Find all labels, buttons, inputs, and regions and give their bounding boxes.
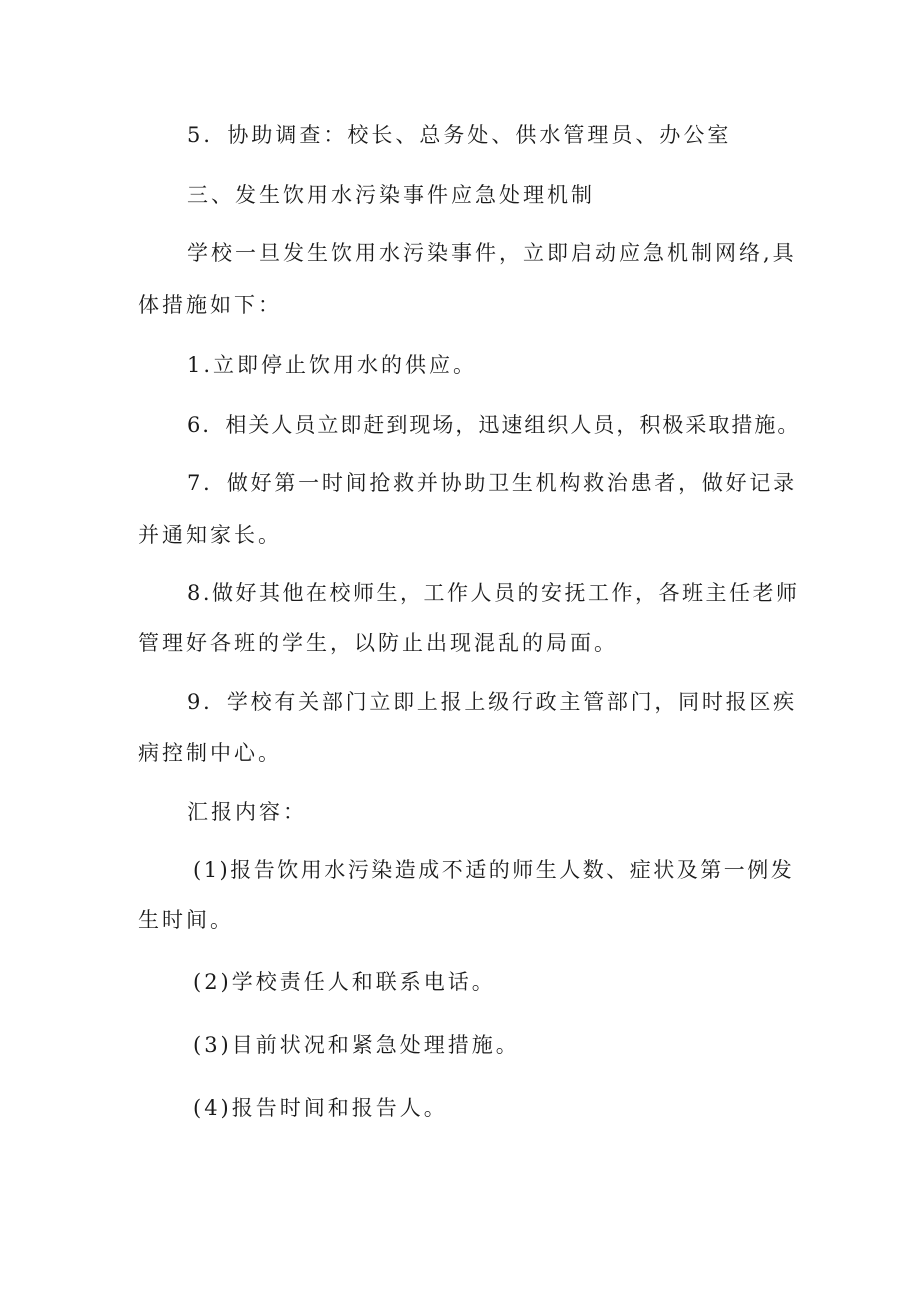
para-intro-line2: 体措施如下： (138, 293, 282, 317)
report-item-1-line2: 生时间。 (138, 908, 234, 932)
item-1: 1.立即停止饮用水的供应。 (187, 353, 478, 377)
report-item-3: (3)目前状况和紧急处理措施。 (193, 1033, 520, 1057)
item-8-line1: 8.做好其他在校师生，工作人员的安抚工作，各班主任老师 (187, 581, 800, 605)
item-8-line2: 管理好各班的学生，以防止出现混乱的局面。 (138, 631, 618, 655)
report-item-2: (2)学校责任人和联系电话。 (193, 970, 496, 994)
report-item-4: (4)报告时间和报告人。 (193, 1096, 448, 1120)
para-assist-investigation: 5．协助调查：校长、总务处、供水管理员、办公室 (187, 123, 732, 147)
item-9-line1: 9．学校有关部门立即上报上级行政主管部门，同时报区疾 (187, 690, 797, 714)
section-heading-3: 三、发生饮用水污染事件应急处理机制 (187, 183, 595, 207)
item-9-line2: 病控制中心。 (138, 741, 282, 765)
report-content-heading: 汇报内容： (187, 800, 307, 824)
report-item-1-line1: (1)报告饮用水污染造成不适的师生人数、症状及第一例发 (193, 858, 795, 882)
item-6: 6．相关人员立即赶到现场，迅速组织人员，积极采取措施。 (187, 413, 801, 437)
item-7-line1: 7．做好第一时间抢救并协助卫生机构救治患者，做好记录 (187, 471, 797, 495)
item-7-line2: 并通知家长。 (138, 523, 282, 547)
para-intro-line1: 学校一旦发生饮用水污染事件，立即启动应急机制网络,具 (187, 241, 797, 265)
